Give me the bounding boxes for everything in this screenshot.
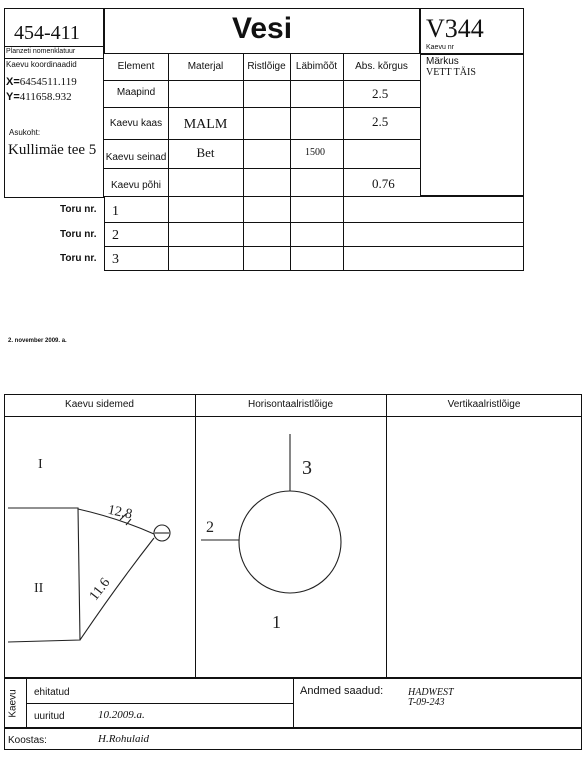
col-header-height: Abs. kõrgus	[355, 61, 408, 72]
building-label-ii: II	[34, 581, 44, 596]
col-header-cross: Ristlõige	[247, 61, 286, 72]
side-label: Kaevu	[7, 689, 19, 718]
well-no-label: Kaevu nr	[426, 44, 455, 51]
date-line: 2. november 2009. a.	[8, 338, 67, 344]
row-height: 2.5	[372, 86, 389, 101]
x-value: 6454511.119	[19, 76, 77, 88]
pipe-number: 3	[112, 252, 119, 267]
coords-label: Kaevu koordinaadid	[6, 60, 77, 69]
pipe-label: Toru nr.	[60, 204, 97, 215]
sketch-header-horizontal: Horisontaalristlõige	[247, 399, 334, 410]
pipe-number: 1	[112, 204, 119, 219]
row-material: MALM	[183, 117, 228, 132]
col-header-diameter: Läbimõõt	[295, 61, 338, 72]
row-element: Kaevu seinad	[105, 152, 167, 163]
footer-line	[26, 703, 293, 704]
footer-line	[293, 678, 294, 728]
notes-label: Märkus	[426, 56, 459, 67]
row-element: Maapind	[116, 87, 156, 98]
col-header-material: Materjal	[187, 61, 224, 72]
y-label: Y=	[6, 91, 20, 103]
data-from-value-1: HADWEST	[408, 687, 454, 698]
x-label: X=	[6, 76, 20, 88]
row-diameter: 1500	[305, 147, 325, 158]
location-value: Kullimäe tee 5	[8, 142, 97, 158]
location-label: Asukoht:	[9, 128, 41, 137]
compiled-label: Koostas:	[8, 735, 47, 746]
well-circle	[239, 491, 341, 593]
document-title: Vesi	[231, 12, 293, 45]
building-label-i: I	[38, 457, 43, 472]
row-material: Bet	[196, 145, 215, 160]
row-element: Kaevu põhi	[110, 180, 162, 191]
data-from-label: Andmed saadud:	[300, 685, 384, 697]
link-length-upper: 12.8	[106, 502, 134, 523]
pipe-label-2: 2	[206, 519, 214, 536]
pipe-label: Toru nr.	[60, 253, 97, 264]
row-height: 2.5	[372, 114, 389, 129]
sketch-header-links: Kaevu sidemed	[65, 399, 134, 410]
pipe-label: Toru nr.	[60, 229, 97, 240]
well-id: V344	[426, 14, 484, 43]
pipe-label-1: 1	[272, 612, 281, 632]
pipe-number: 2	[112, 228, 119, 243]
built-label: ehitatud	[34, 687, 70, 698]
data-from-value-2: T-09-243	[408, 697, 445, 708]
notes-value: VETT TÄIS	[426, 67, 476, 78]
link-length-lower: 11.6	[86, 575, 114, 604]
compiled-frame	[4, 728, 582, 750]
surveyed-value: 10.2009.a.	[98, 709, 145, 721]
row-height: 0.76	[372, 176, 395, 191]
compiled-value: H.Rohulaid	[98, 733, 150, 745]
y-value: 411658.932	[19, 91, 72, 103]
map-sheet-label: Planzeti nomenklatuur	[6, 48, 76, 55]
row-element: Kaevu kaas	[109, 118, 163, 129]
col-header-element: Element	[117, 61, 155, 72]
map-sheet-number: 454-411	[14, 22, 80, 44]
surveyed-label: uuritud	[34, 711, 65, 722]
sketch-header-vertical: Vertikaalristlõige	[447, 399, 521, 410]
pipe-label-3: 3	[302, 457, 312, 479]
